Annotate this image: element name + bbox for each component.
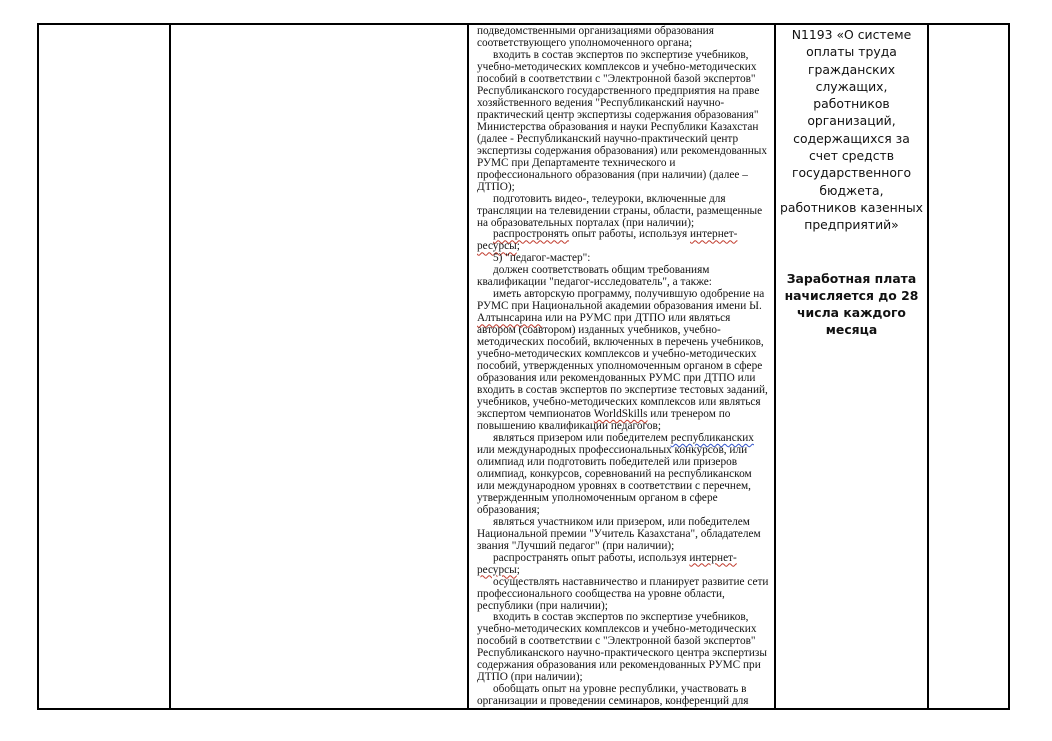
paragraph: обобщать опыт на уровне республики, участвовать в организации и проведении семинаров, конференций для [477, 683, 749, 708]
table-column-5 [929, 25, 1010, 708]
paragraph: 5) "педагог-мастер": [493, 252, 591, 265]
misspelled-word: распростронять [493, 228, 570, 241]
text-run: или тренером по повышению квалификации педагогов; [477, 408, 731, 432]
text-run: являться призером или победителем [493, 431, 671, 444]
paragraph: подготовить видео-, телеуроки, включенные для трансляции на телевидении страны, области, размещенные на образовательных порталах (при наличии); [477, 192, 763, 229]
paragraph: входить в состав экспертов по экспертизе учебников, учебно-методических комплексов и учебно-методических пособий в соответствии с "Электронной базой экспертов" Республиканского государственного предприятия на праве хозяйственного ведения "Республиканский научно-практический центр экспертизы содержания образования" Министерства образования и науки Республики Казахстан (далее - Республиканский научно-практический центр экспертизы содержания образования) или рекомендованных РУМС при Департаменте технического и профессионального образования (при наличии) (далее – ДТПО); [477, 48, 768, 193]
paragraph [477, 289, 770, 433]
decree-text: N1193 «О системе оплаты труда гражданских служащих, работников организаций, содержащихся за счет средств государственного бюджета, работников казенных предприятий» [780, 27, 923, 233]
paragraph [477, 553, 770, 577]
table-column-payment [776, 25, 929, 708]
text-run: ; [516, 240, 520, 253]
grammar-flagged-word: республиканских [670, 431, 754, 444]
paragraph: входить в состав экспертов по экспертизе учебников, учебно-методических комплексов и учебно-методических пособий в соответствии с "Электронной базой экспертов" Республиканского научно-практического центра экспертизы содержания образования или рекомендованных РУМС при ДТПО (при наличии); [477, 611, 767, 684]
text-run: распространять опыт работы, используя [493, 551, 690, 564]
misspelled-word: интернет-ресурсы [477, 228, 738, 253]
table-column-requirements [469, 25, 776, 708]
paragraph: являться участником или призером, или победителем Национальной премии "Учитель Казахстана", обладателем звания "Лучший педагог" (при наличии); [477, 515, 761, 552]
text-run: или международных профессиональных конкурсов, или олимпиад или подготовить победителей или призеров олимпиад, конкурсов, соревнований на республиканском или международном уровнях в соответствии с перечнем, утвержденным уполномоченным органом в сфере образования; [477, 443, 752, 516]
paragraph [477, 433, 770, 517]
misspelled-word: интернет-ресурсы [477, 551, 737, 576]
misspelled-word: WorldSkills [593, 408, 648, 420]
requirements-text [469, 25, 774, 708]
text-run: опыт работы, используя [569, 228, 690, 241]
paragraph [477, 229, 770, 253]
salary-note: Заработная плата начисляется до 28 числа каждого месяца [784, 270, 919, 338]
paragraph: осуществлять наставничество и планирует развитие сети профессионального сообщества на уровне области, республики (при наличии); [477, 575, 769, 612]
paragraph: должен соответствовать общим требованиям квалификации "педагог-исследователь", а также: [477, 264, 712, 289]
payment-info [776, 26, 927, 339]
table-column-2 [171, 25, 469, 708]
table-column-1 [39, 25, 171, 708]
text-run: иметь авторскую программу, получившую одобрение на РУМС при Национальной академии образования имени Ы. [477, 288, 765, 313]
misspelled-word: Алтынсарина [477, 312, 543, 325]
paragraph: подведомственными организациями образования соответствующего уполномоченного органа; [477, 25, 714, 49]
text-run: ; [516, 563, 520, 576]
document-table [37, 23, 1010, 710]
text-run: или на РУМС при ДТПО или являться автором (соавтором) изданных учебников, учебно-методических пособий, включенных в перечень учебников, учебно-методических комплексов и учебно-методических пособий, утвержденных уполномоченным органом в сфере образования или рекомендованных РУМС при ДТПО или входить в состав экспертов по экспертизе тестовых заданий, учебников, учебно-методических комплексов или являться экспертом чемпионатов [477, 312, 768, 420]
